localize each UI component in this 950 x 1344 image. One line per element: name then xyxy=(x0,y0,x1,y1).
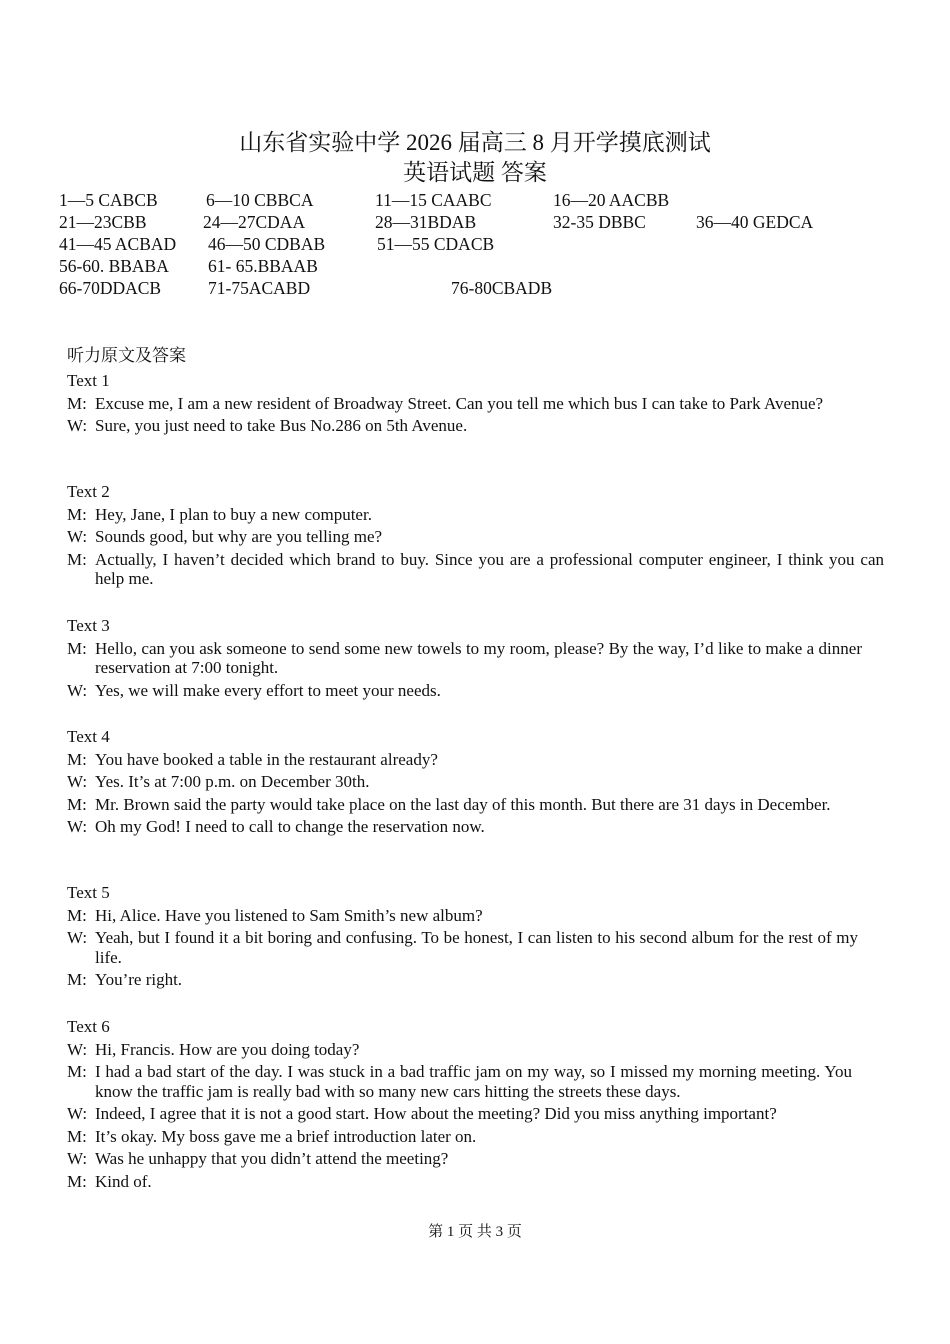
section-title: 听力原文及答案 xyxy=(67,346,186,365)
text-label xyxy=(67,482,884,502)
dialog-line xyxy=(67,1104,884,1124)
transcript-text-1 xyxy=(67,371,884,439)
utterance: Excuse me, I am a new resident of Broadway Street. Can you tell me which bus I can take to Park Avenue? xyxy=(95,393,824,413)
utterance: Sounds good, but why are you telling me? xyxy=(95,527,383,546)
utterance: You have booked a table in the restaurant already? xyxy=(95,749,438,769)
speaker: W: xyxy=(67,680,88,700)
speaker: M: xyxy=(67,549,87,569)
speaker: M: xyxy=(67,794,87,814)
text-label xyxy=(67,883,884,903)
page-title: 山东省实验中学 2026 届高三 8 月开学摸底测试 xyxy=(239,130,711,155)
text-label-value: Text 2 xyxy=(67,482,110,501)
answer-group: 24—27CDAA xyxy=(203,212,306,232)
speaker: W: xyxy=(67,1149,88,1168)
answer-group: 41—45 ACBAD xyxy=(59,234,177,254)
dialog-line xyxy=(67,795,884,815)
speaker: W: xyxy=(67,1104,88,1123)
speaker: M: xyxy=(67,905,87,925)
utterance: You’re right. xyxy=(95,970,183,989)
dialog-line xyxy=(67,505,884,525)
text-label xyxy=(67,371,884,391)
speaker: M: xyxy=(67,749,87,769)
utterance: Mr. Brown said the party would take place on the last day of this month. But there are 31 days in December. xyxy=(95,794,831,814)
dialog-line xyxy=(67,639,884,678)
text-label xyxy=(67,1017,884,1037)
speaker: W: xyxy=(67,527,88,546)
answer-group: 36—40 GEDCA xyxy=(696,212,814,232)
utterance: Yes, we will make every effort to meet your needs. xyxy=(95,680,441,700)
text-label-value: Text 4 xyxy=(67,727,110,746)
utterance: Yeah, but I found it a bit boring and confusing. To be honest, I can listen to his second album for the rest of my life. xyxy=(95,928,858,967)
dialog-line xyxy=(67,906,884,926)
dialog-line xyxy=(67,750,884,770)
answer-group: 1—5 CABCB xyxy=(59,190,158,210)
speaker: W: xyxy=(67,416,88,435)
utterance: Was he unhappy that you didn’t attend the meeting? xyxy=(95,1149,449,1168)
utterance: Actually, I haven’t decided which brand to buy. Since you are a professional computer engineer, I think you can help me. xyxy=(95,549,884,588)
dialog-line xyxy=(67,550,884,589)
dialog-line xyxy=(67,527,884,547)
utterance: Hey, Jane, I plan to buy a new computer. xyxy=(95,504,372,524)
answer-group: 51—55 CDACB xyxy=(377,234,495,254)
speaker: M: xyxy=(67,1062,87,1081)
transcript-text-6 xyxy=(67,1017,884,1194)
page-subtitle: 英语试题 答案 xyxy=(403,160,547,185)
answer-group: 61- 65.BBAAB xyxy=(208,256,318,276)
answer-group: 76-80CBADB xyxy=(451,278,553,298)
dialog-line xyxy=(67,928,884,967)
page-footer: 第 1 页 共 3 页 xyxy=(428,1224,522,1240)
text-label-value: Text 3 xyxy=(67,616,110,635)
speaker: W: xyxy=(67,1039,88,1059)
speaker: M: xyxy=(67,504,87,524)
text-label xyxy=(67,616,884,636)
answer-group: 21—23CBB xyxy=(59,212,147,232)
speaker: M: xyxy=(67,1126,87,1146)
speaker: W: xyxy=(67,928,88,947)
speaker: M: xyxy=(67,1171,87,1191)
text-label-value: Text 6 xyxy=(67,1017,110,1036)
speaker: M: xyxy=(67,393,87,413)
dialog-line xyxy=(67,1127,884,1147)
transcript-text-5 xyxy=(67,883,884,993)
answer-group: 16—20 AACBB xyxy=(553,190,670,210)
answer-group: 11—15 CAABC xyxy=(375,190,492,210)
dialog-line xyxy=(67,416,884,436)
dialog-line xyxy=(67,1149,884,1169)
dialog-line xyxy=(67,1172,884,1192)
transcript-text-3 xyxy=(67,616,884,703)
dialog-line xyxy=(67,1040,884,1060)
dialog-line xyxy=(67,681,884,701)
utterance: Sure, you just need to take Bus No.286 on 5th Avenue. xyxy=(95,416,468,435)
utterance: Hi, Francis. How are you doing today? xyxy=(95,1039,360,1059)
transcript-text-2 xyxy=(67,482,884,592)
text-label-value: Text 1 xyxy=(67,371,110,390)
dialog-line xyxy=(67,970,884,990)
utterance: Oh my God! I need to call to change the reservation now. xyxy=(95,817,485,836)
speaker: W: xyxy=(67,817,88,836)
answer-group: 32-35 DBBC xyxy=(553,212,646,232)
utterance: Hello, can you ask someone to send some new towels to my room, please? By the way, I’d like to make a dinner reservation at 7:00 tonight. xyxy=(95,638,862,677)
speaker: W: xyxy=(67,772,88,791)
speaker: M: xyxy=(67,970,87,989)
answer-group: 71-75ACABD xyxy=(208,278,311,298)
text-label xyxy=(67,727,884,747)
speaker: M: xyxy=(67,638,87,658)
utterance: Yes. It’s at 7:00 p.m. on December 30th. xyxy=(95,772,370,791)
utterance: Kind of. xyxy=(95,1171,152,1191)
dialog-line xyxy=(67,1062,884,1101)
answer-group: 46—50 CDBAB xyxy=(208,234,326,254)
utterance: Indeed, I agree that it is not a good start. How about the meeting? Did you miss anything important? xyxy=(95,1104,777,1123)
transcript-text-4 xyxy=(67,727,884,840)
answer-group: 56-60. BBABA xyxy=(59,256,169,276)
dialog-line xyxy=(67,817,884,837)
answer-group: 66-70DDACB xyxy=(59,278,162,298)
answer-group: 28—31BDAB xyxy=(375,212,477,232)
utterance: I had a bad start of the day. I was stuck in a bad traffic jam on my way, so I missed my morning meeting. You know the traffic jam is really bad with so many new cars hitting the streets these days. xyxy=(95,1062,852,1101)
text-label-value: Text 5 xyxy=(67,883,110,902)
answer-group: 6—10 CBBCA xyxy=(206,190,314,210)
dialog-line xyxy=(67,772,884,792)
utterance: Hi, Alice. Have you listened to Sam Smith’s new album? xyxy=(95,905,483,925)
dialog-line xyxy=(67,394,884,414)
utterance: It’s okay. My boss gave me a brief introduction later on. xyxy=(95,1126,477,1146)
